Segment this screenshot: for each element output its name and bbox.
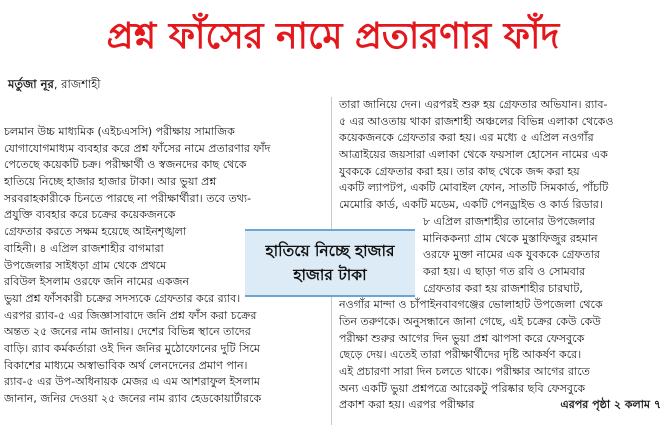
body-line: আত্রাইয়ের জয়সারা এলাকা থেকে ফয়সাল হোসেন নামের এক [339, 148, 608, 162]
body-line: ছেড়ে দেয়। এতেই তারা পরীক্ষার্থীদের দৃষ্টি আকর্ষণ করে। [339, 348, 582, 362]
body-line: পরীক্ষা শুরুর আগের দিন ভুয়া প্রশ্ন ঝাপসা করে ফেসবুকে [339, 331, 585, 345]
body-line: নওগাঁর মান্দা ও চাঁপাইনবাবগঞ্জের ভোলাহাট উপজেলা থেকে [339, 298, 603, 312]
body-line: পেতেছে কয়েকটি চক্র। পরীক্ষার্থী ও স্বজনদের কাছ থেকে [4, 158, 247, 172]
last-line [339, 397, 661, 414]
pull-quote-line-2: হাজার টাকা [293, 266, 367, 284]
body-line: মানিককন্যা গ্রাম থেকে মুস্তাফিজুর রহমান [423, 231, 598, 245]
body-line: মেমোরি কার্ড, একটি মডেম, একটি পেনড্রাইভ ও কার্ড রিডার। [339, 198, 603, 212]
body-line: যুবককে গ্রেফতার করা হয়। তার কাছ থেকে জব্দ করা হয় [339, 164, 580, 178]
body-line: ওরফে মুক্তা নামের এক যুবককে গ্রেফতার [423, 248, 600, 262]
article-headline: প্রশ্ন ফাঁসের নামে প্রতারণার ফাঁদ [106, 16, 560, 57]
body-line: এই প্রচারণা সারা দিন চলতে থাকে। পরীক্ষার আগের রাতে [339, 365, 590, 378]
body-line: ভুয়া প্রশ্ন ফাঁসকারী চক্রের সদস্যকে গ্রেফতার করে র‍্যাব। [4, 291, 241, 305]
body-line: চলমান উচ্চ মাধ্যমিক (এইচএসসি) পরীক্ষায় সামাজিক [4, 125, 235, 138]
byline-separator: , [53, 77, 62, 91]
continuation-marker: এরপর পৃষ্ঠা ২ কলাম ৭ [560, 398, 661, 412]
byline [8, 77, 101, 91]
body-line: প্রযুক্তি ব্যবহার করে চক্রের কয়েকজনকে [4, 208, 176, 222]
body-line: গ্রেফতার করা হয় রাজশাহীর চারঘাট, [423, 281, 583, 295]
pull-quote-line-1: হাতিয়ে নিচ্ছে হাজার [265, 242, 395, 260]
byline-author: মর্তুজা নূর [8, 77, 54, 91]
body-line: রবিউল ইসলাম ওরফে জনি নামের একজন [4, 275, 190, 289]
body-line: অন্তত ২৫ জনের নাম জানায়। দেশের বিভিন্ন স্থানে তাদের [4, 325, 251, 339]
body-line: হাতিয়ে নিচ্ছে হাজার হাজার টাকা। আর ভুয়া প্রশ্ন [4, 175, 217, 189]
body-line: উপজেলার সাইধড়া গ্রাম থেকে প্রথমে [4, 258, 167, 272]
body-line: তিন তরুণকে। অনুসন্ধানে জানা গেছে, এই চক্রের কেউ কেউ [339, 314, 601, 328]
body-line: বাড়ি। র‍্যাব কর্মকর্তারা ওই দিন জনির মুঠোফোনের দুটি সিমে [4, 341, 261, 355]
body-line: বাহিনী। ৪ এপ্রিল রাজশাহীর বাগমারা [4, 241, 164, 255]
body-line: ৮ এপ্রিল রাজশাহীর তানোর উপজেলার [423, 214, 596, 228]
pull-quote [245, 229, 415, 297]
body-line: গ্রেফতার করতে সক্ষম হয়েছে আইনশৃঙ্খলা [4, 225, 187, 239]
byline-location: রাজশাহী [61, 77, 101, 91]
body-line: সরবরাহকারীকে চিনতে পারছে না পরীক্ষার্থীরা। তবে তথ্য- [4, 191, 252, 205]
body-line: কয়েকজনকে গ্রেফতার করা হয়। এর মধ্যে ৫ এপ্রিল নওগাঁর [339, 131, 594, 145]
body-line: এরপর র‍্যাব-৫ এর জিজ্ঞাসাবাদে জনি প্রশ্ন ফাঁস করা চক্রের [4, 308, 257, 322]
body-line: একটি ল্যাপটপ, একটি মোবাইল ফোন, সাতটি সিমকার্ড, পাঁচটি [339, 181, 609, 195]
body-line: জানান, জনির দেওয়া ২৫ জনের নাম র‍্যাব হেডকোয়ার্টারকে [4, 392, 262, 405]
body-line: অন্য একটি ভুয়া প্রশ্নপত্রে আরেকটু পরিষ্কার ছবি ফেসবুকে [339, 381, 586, 395]
body-line: বিকাশের মাধ্যমে অস্বাভাবিক অর্থ লেনদেনের প্রমাণ পান। [4, 358, 248, 372]
body-line: ৫ এর আওতায় থাকা রাজশাহী অঞ্চলের বিভিন্ন এলাকা থেকেও [339, 114, 614, 128]
body-line: করা হয়। এ ছাড়া গত রবি ও সোমবার [423, 264, 586, 278]
body-line: র‍্যাব-৫ এর উপ-অধিনায়ক মেজর এ এম আশরাফুল ইসলাম [4, 375, 260, 389]
body-line: যোগাযোগমাধ্যম ব্যবহার করে প্রশ্ন ফাঁসের নামে প্রতারণার ফাঁদ [4, 141, 271, 155]
body-line: তারা জানিয়ে দেন। এরপরই শুরু হয় গ্রেফতার অভিযান। র‍্যাব- [339, 98, 608, 111]
body-line: প্রকাশ করা হয়। এরপর পরীক্ষার [339, 398, 475, 412]
